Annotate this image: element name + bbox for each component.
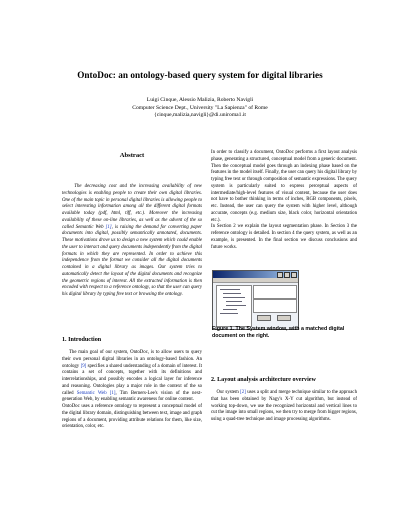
intro-paragraph-1 (62, 350, 202, 404)
abstract-text (62, 184, 202, 299)
intro-body (62, 350, 202, 431)
figure-button (257, 315, 271, 321)
figure-result-panel (253, 285, 295, 325)
section-2-heading: 2. Layout analysis architecture overview (211, 377, 316, 383)
section-2-paragraph (211, 390, 357, 424)
intro-paragraph-2: OntoDoc uses a reference ontology to represent a conceptual model of the digital library domain, distinguishing between text, image and graph regions of a document, providing attribute relations for them, like size, orientation, color, etc. (62, 404, 202, 430)
tree-line (223, 293, 241, 294)
citation-link[interactable]: [2] (240, 390, 246, 395)
section-2-text-b: uses a split and merge technique similar to the approach that has been obtained by Nagy's X-Y cut algorithm, but instead of working top-down, we use the recognized horizontal and vertical lines to cut the image into small regions, we then try to merge from bigger regions, using a quad-tree technique and image processing algorithms. (211, 390, 358, 422)
author-emails: {cinque,malizia,navigli}@di.uniroma1.it (154, 112, 246, 119)
maximize-icon (284, 272, 290, 278)
intro-text-b: specifies a shared understanding of a domain of interest. It contains a set of concepts, together with its definitions and interrelationships, and possibly encodes a logical layer for inference and reasoning. Ontologies play a major role in the context of the so called (62, 363, 203, 396)
figure-button (277, 315, 291, 321)
semantic-web-link[interactable]: Semantic Web [1] (76, 390, 116, 396)
minimize-icon (277, 272, 283, 278)
figure-ontology-tree (216, 285, 252, 327)
abstract-body (62, 184, 202, 299)
right-column-text (211, 150, 357, 251)
abstract-text-b: , is raising the demand for converting paper documents into digital, possibly semantically annotated, documents. These motivations drove us to design a new system which could enable the user to interact and query documents independently from the digital formats in which they are represented. In order to achieve this independence from the format we consider all the digital documents contained in a digital library as images. Our system tries to automatically detect the layout of the digital documents and recognize the geometric regions of interest. All the extracted information is then encoded with respect to a reference ontology, so that the user can query his digital library by typing free text or browsing the ontology. (62, 224, 202, 297)
figure-titlebar (213, 271, 298, 278)
paper-title: OntoDoc: an ontology-based query system for digital libraries (77, 70, 323, 80)
figure-document-pane (253, 299, 297, 313)
abstract-heading: Abstract (119, 152, 145, 159)
tree-line (226, 305, 246, 306)
tree-line (223, 309, 237, 310)
right-paragraph-1: In order to classify a document, OntoDoc performs a first layout analysis phase, generating a structured, conceptual model from a generic document. Then the conceptual model goes through an indexing phase based on the features in the model itself. Finally, the user can query his digital library by typing free text or through composition of semantic expressions. The query system is particularly suited to express perceptual aspects of intermediate/high-level features of visual content, because the user does not have to bother thinking in terms of inches, RGB components, pixels, etc. Instead, the user can query the system with higher level, although accurate, concepts (e.g. medium size, black color, horizontal orientation etc.). (211, 150, 357, 223)
tree-line (220, 313, 238, 314)
author-block (0, 97, 400, 120)
intro-text-a: The main goal of our system, OntoDoc, is to allow users to query their own personal digital libraries in an ontology-based fashion. An ontology (62, 350, 202, 369)
tree-line (220, 289, 240, 290)
intro-heading: 1. Introduction (62, 337, 102, 343)
section-2-body (211, 390, 357, 424)
tree-line (226, 301, 242, 302)
citation-link[interactable]: [9] (80, 363, 87, 369)
figure-window-buttons (277, 272, 297, 278)
author-affiliation: Computer Science Dept., University "La Sapienza" of Rome (132, 104, 268, 111)
figure-query-pane (253, 285, 297, 299)
close-icon (291, 272, 297, 278)
intro-text-c: , Tim Berners-Lee's vision of the next-generation Web, by enabling semantic awareness for online content. (62, 390, 202, 403)
figure-menubar (213, 278, 298, 283)
right-paragraph-2: In Section 2 we explain the layout segmentation phase. In Section 3 the reference ontology is detailed. In section 4 the query system, as well as an example, is presented. In the final section we discuss conclusions and future works. (211, 224, 357, 250)
citation-link[interactable]: [1] (105, 224, 112, 230)
section-2-text-a: Our system (216, 390, 241, 395)
figure-system-window (212, 270, 299, 330)
tree-line (223, 297, 245, 298)
figure-caption: Figure 1. The System window, with a matched digital document on the right. (212, 326, 345, 339)
abstract-text-a: The decreasing cost and the increasing availability of new technologies is enabling people to create their own digital libraries. One of the main topic in personal digital libraries is allowing people to select interesting information among all the different digital formats available today (pdf, html, tiff, etc.). Moreover the increasing availability of these on-line libraries, as well as the advent of the so called Semantic Web (62, 184, 203, 230)
author-names: Luigi Cinque, Alessio Malizia, Roberto Navigli (146, 97, 254, 103)
